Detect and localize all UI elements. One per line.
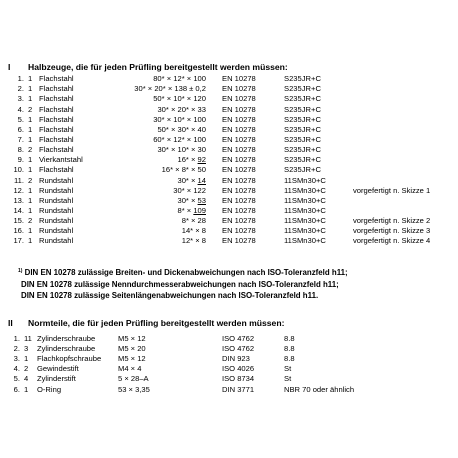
list-item [0, 374, 458, 384]
list-item [0, 125, 458, 135]
item-name: Flachstahl [39, 145, 74, 155]
item-name: Zylinderstift [37, 374, 76, 384]
list-item [0, 115, 458, 125]
item-dimensions: 60* × 12* × 100 [153, 134, 206, 144]
item-name: Rundstahl [39, 175, 74, 185]
item-quantity: 1 [28, 236, 33, 246]
item-dimensions: 50* × 10* × 120 [153, 94, 206, 104]
item-material: S235JR+C [284, 165, 321, 175]
item-material: S235JR+C [284, 104, 321, 114]
item-quantity: 1 [28, 185, 33, 195]
item-index: 12. [13, 185, 24, 195]
item-dimensions: 30* × 53 [177, 195, 206, 205]
item-note: vorgefertigt n. Skizze 1 [353, 185, 431, 195]
footnote-line-1: DIN EN 10278 zulässige Breiten- und Dickenabweichungen nach ISO-Toleranzfeld h11; [24, 268, 348, 277]
list-item [0, 236, 458, 246]
list-item [0, 155, 458, 165]
item-dimensions: 30* × 20* × 138 ± 0,2 [134, 84, 206, 94]
item-quantity: 1 [28, 226, 33, 236]
item-material: St [284, 374, 292, 384]
item-index: 3. [17, 94, 24, 104]
item-norm: EN 10278 [222, 134, 256, 144]
list-item [0, 216, 458, 226]
item-quantity: 1 [28, 114, 33, 124]
item-norm: EN 10278 [222, 74, 256, 83]
item-quantity: 1 [28, 134, 33, 144]
list-item [0, 334, 458, 344]
item-index: 9. [17, 155, 24, 165]
item-quantity: 3 [24, 344, 29, 354]
item-quantity: 1 [24, 354, 29, 364]
item-material: 11SMn30+C [284, 185, 326, 195]
item-material: 11SMn30+C [284, 236, 326, 246]
item-dimensions: 12* × 8 [181, 236, 206, 246]
item-material: S235JR+C [284, 124, 321, 134]
item-index: 2. [17, 84, 24, 94]
item-quantity: 2 [28, 216, 33, 226]
item-name: Flachstahl [39, 165, 74, 175]
list-item [0, 385, 458, 395]
item-dimensions: 14* × 8 [181, 226, 206, 236]
item-norm: EN 10278 [222, 195, 256, 205]
item-name: Flachstahl [39, 84, 74, 94]
item-dimensions: 80* × 12* × 100 [153, 74, 206, 83]
item-dimensions: M5 × 20 [118, 344, 146, 354]
item-name: Zylinderschraube [37, 334, 96, 343]
section-2-number: II [8, 318, 13, 328]
list-item [0, 135, 458, 145]
item-quantity: 2 [24, 364, 29, 374]
item-norm: EN 10278 [222, 104, 256, 114]
item-index: 4. [17, 104, 24, 114]
list-item [0, 226, 458, 236]
item-quantity: 4 [24, 374, 29, 384]
item-norm: EN 10278 [222, 155, 256, 165]
item-name: Gewindestift [37, 364, 79, 374]
list-item [0, 176, 458, 186]
item-quantity: 1 [24, 384, 29, 394]
item-name: Flachstahl [39, 124, 74, 134]
item-norm: DIN 923 [222, 354, 250, 364]
list-item [0, 94, 458, 104]
item-norm: EN 10278 [222, 94, 256, 104]
item-norm: EN 10278 [222, 145, 256, 155]
item-material: S235JR+C [284, 84, 321, 94]
item-name: Rundstahl [39, 216, 74, 226]
item-index: 15. [13, 216, 24, 226]
item-material: 11SMn30+C [284, 175, 326, 185]
section-1-number: I [8, 62, 11, 72]
item-material: S235JR+C [284, 134, 321, 144]
item-dimensions: 30* × 10* × 30 [157, 145, 206, 155]
item-quantity: 2 [28, 104, 33, 114]
item-norm: EN 10278 [222, 175, 256, 185]
item-norm: EN 10278 [222, 226, 256, 236]
item-quantity: 2 [28, 145, 33, 155]
item-name: Zylinderschraube [37, 344, 96, 354]
item-dimensions: 30* × 122 [173, 185, 206, 195]
item-name: Rundstahl [39, 206, 74, 215]
footnote-line-3: DIN EN 10278 zulässige Seitenlängenabweichungen nach ISO-Toleranzfeld h11. [21, 291, 319, 300]
list-item [0, 196, 458, 206]
item-name: Flachstahl [39, 94, 74, 104]
item-quantity: 1 [28, 165, 33, 175]
item-dimensions: 8* × 28 [181, 216, 206, 226]
item-quantity: 11 [24, 334, 32, 343]
item-name: Rundstahl [39, 226, 74, 236]
item-name: Rundstahl [39, 185, 74, 195]
item-dimensions: 16* × 8* × 50 [161, 165, 206, 175]
item-dimensions: 30* × 20* × 33 [157, 104, 206, 114]
item-index: 5. [13, 374, 20, 384]
list-item [0, 344, 458, 354]
item-material: S235JR+C [284, 155, 321, 165]
item-index: 1. [13, 334, 20, 343]
item-norm: EN 10278 [222, 206, 256, 215]
list-item [0, 206, 458, 216]
item-quantity: 1 [28, 84, 33, 94]
item-quantity: 1 [28, 74, 33, 83]
item-dimensions: 30* × 14 [177, 175, 206, 185]
item-dimensions: 50* × 30* × 40 [157, 124, 206, 134]
item-name: Vierkantstahl [39, 155, 83, 165]
item-index: 16. [13, 226, 24, 236]
list-item [0, 364, 458, 374]
list-item [0, 74, 458, 84]
list-item [0, 84, 458, 94]
item-dimensions: 30* × 10* × 100 [153, 114, 206, 124]
item-norm: EN 10278 [222, 124, 256, 134]
item-material: 11SMn30+C [284, 206, 326, 215]
item-material: 8.8 [284, 354, 295, 364]
item-quantity: 1 [28, 94, 33, 104]
item-quantity: 1 [28, 155, 33, 165]
item-norm: EN 10278 [222, 114, 256, 124]
item-note: vorgefertigt n. Skizze 3 [353, 226, 431, 236]
item-index: 17. [13, 236, 24, 246]
item-name: Flachkopfschraube [37, 354, 102, 364]
item-index: 2. [13, 344, 20, 354]
item-norm: ISO 8734 [222, 374, 255, 384]
item-material: 11SMn30+C [284, 195, 326, 205]
item-norm: EN 10278 [222, 84, 256, 94]
item-dimensions: 16* × 92 [177, 155, 206, 165]
list-item [0, 165, 458, 175]
list-item [0, 354, 458, 364]
item-index: 4. [13, 364, 20, 374]
item-quantity: 1 [28, 195, 33, 205]
item-material: 8.8 [284, 334, 295, 343]
item-name: Flachstahl [39, 74, 74, 83]
item-note: vorgefertigt n. Skizze 2 [353, 216, 431, 226]
section-1-title: Halbzeuge, die für jeden Prüfling bereitgestellt werden müssen: [28, 62, 288, 72]
item-material: 11SMn30+C [284, 216, 326, 226]
footnote-marker: 1) [18, 268, 23, 274]
item-norm: ISO 4026 [222, 364, 255, 374]
item-norm: EN 10278 [222, 236, 256, 246]
item-dimensions: M5 × 12 [118, 354, 146, 364]
item-material: S235JR+C [284, 94, 321, 104]
list-item [0, 186, 458, 196]
item-index: 13. [13, 195, 24, 205]
item-material: 8.8 [284, 344, 295, 354]
item-material: St [284, 364, 292, 374]
item-index: 11. [14, 175, 24, 185]
item-name: Rundstahl [39, 195, 74, 205]
item-dimensions: M4 × 4 [118, 364, 142, 374]
item-norm: EN 10278 [222, 185, 256, 195]
item-index: 7. [17, 134, 24, 144]
item-index: 5. [17, 114, 24, 124]
item-norm: ISO 4762 [222, 344, 255, 354]
item-name: Flachstahl [39, 134, 74, 144]
item-dimensions: 53 × 3,35 [118, 384, 150, 394]
list-item [0, 145, 458, 155]
item-index: 3. [13, 354, 20, 364]
list-item [0, 105, 458, 115]
item-index: 14. [13, 206, 24, 215]
item-material: 11SMn30+C [284, 226, 326, 236]
item-name: O-Ring [37, 384, 62, 394]
item-name: Flachstahl [39, 114, 74, 124]
footnotes [18, 266, 348, 302]
item-norm: EN 10278 [222, 165, 256, 175]
item-norm: DIN 3771 [222, 384, 255, 394]
item-norm: EN 10278 [222, 216, 256, 226]
item-dimensions: 5 × 28–A [118, 374, 149, 384]
item-quantity: 1 [28, 206, 33, 215]
item-name: Rundstahl [39, 236, 74, 246]
item-material: S235JR+C [284, 74, 321, 83]
section-2-title: Normteile, die für jeden Prüfling bereitgestellt werden müssen: [28, 318, 285, 328]
item-index: 8. [17, 145, 24, 155]
item-index: 1. [17, 74, 24, 83]
item-name: Flachstahl [39, 104, 74, 114]
item-index: 10. [13, 165, 24, 175]
item-quantity: 1 [28, 124, 33, 134]
item-material: S235JR+C [284, 114, 321, 124]
item-quantity: 2 [28, 175, 33, 185]
footnote-line-2: DIN EN 10278 zulässige Nenndurchmesserabweichungen nach ISO-Toleranzfeld h11; [21, 279, 339, 289]
item-material: NBR 70 oder ähnlich [284, 384, 355, 394]
item-norm: ISO 4762 [222, 334, 255, 343]
item-dimensions: M5 × 12 [118, 334, 146, 343]
item-material: S235JR+C [284, 145, 321, 155]
item-index: 6. [17, 124, 24, 134]
item-dimensions: 8* × 109 [177, 206, 206, 215]
item-note: vorgefertigt n. Skizze 4 [353, 236, 431, 246]
item-index: 6. [13, 384, 20, 394]
